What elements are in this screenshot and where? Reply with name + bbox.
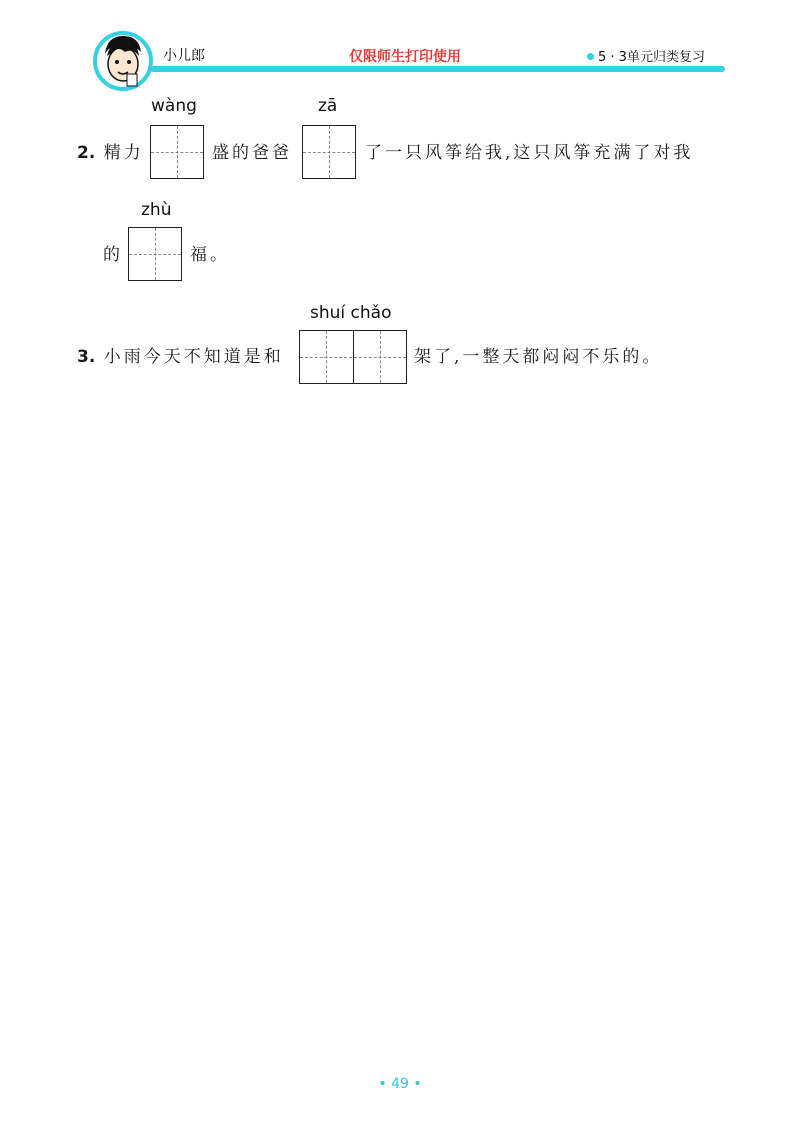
question-2-line1-pre: [77, 143, 144, 163]
question-text: 了一只风筝给我,这只风筝充满了对我: [365, 143, 694, 163]
pinyin-shui-chao: shuí chǎo: [310, 303, 392, 323]
answer-box-za[interactable]: [302, 125, 356, 179]
print-notice: 仅限师生打印使用: [349, 49, 461, 65]
pinyin-za: zā: [318, 96, 338, 116]
question-number: 3.: [77, 347, 96, 367]
question-text: 福。: [190, 245, 230, 265]
bullet-icon: [587, 53, 594, 60]
brand-name: 小儿郎: [163, 48, 205, 64]
question-3-pre: [77, 347, 284, 367]
question-text: 小雨今天不知道是和: [103, 347, 284, 367]
pinyin-zhu: zhù: [141, 200, 172, 220]
question-text: 盛的爸爸: [212, 143, 292, 163]
question-text: 架了,一整天都闷闷不乐的。: [414, 347, 663, 367]
question-text: 的: [103, 245, 123, 265]
question-number: 2.: [77, 143, 96, 163]
boy-mascot-icon: [93, 28, 153, 94]
answer-box-shui-chao[interactable]: [299, 330, 407, 384]
pinyin-wang: wàng: [151, 96, 197, 116]
header-bar: [150, 66, 725, 72]
answer-box-zhu[interactable]: [128, 227, 182, 281]
answer-box-wang[interactable]: [150, 125, 204, 179]
question-text: 精力: [103, 143, 144, 163]
unit-title: 5 · 3单元归类复习: [598, 50, 705, 65]
page-number: • 49 •: [378, 1076, 422, 1092]
